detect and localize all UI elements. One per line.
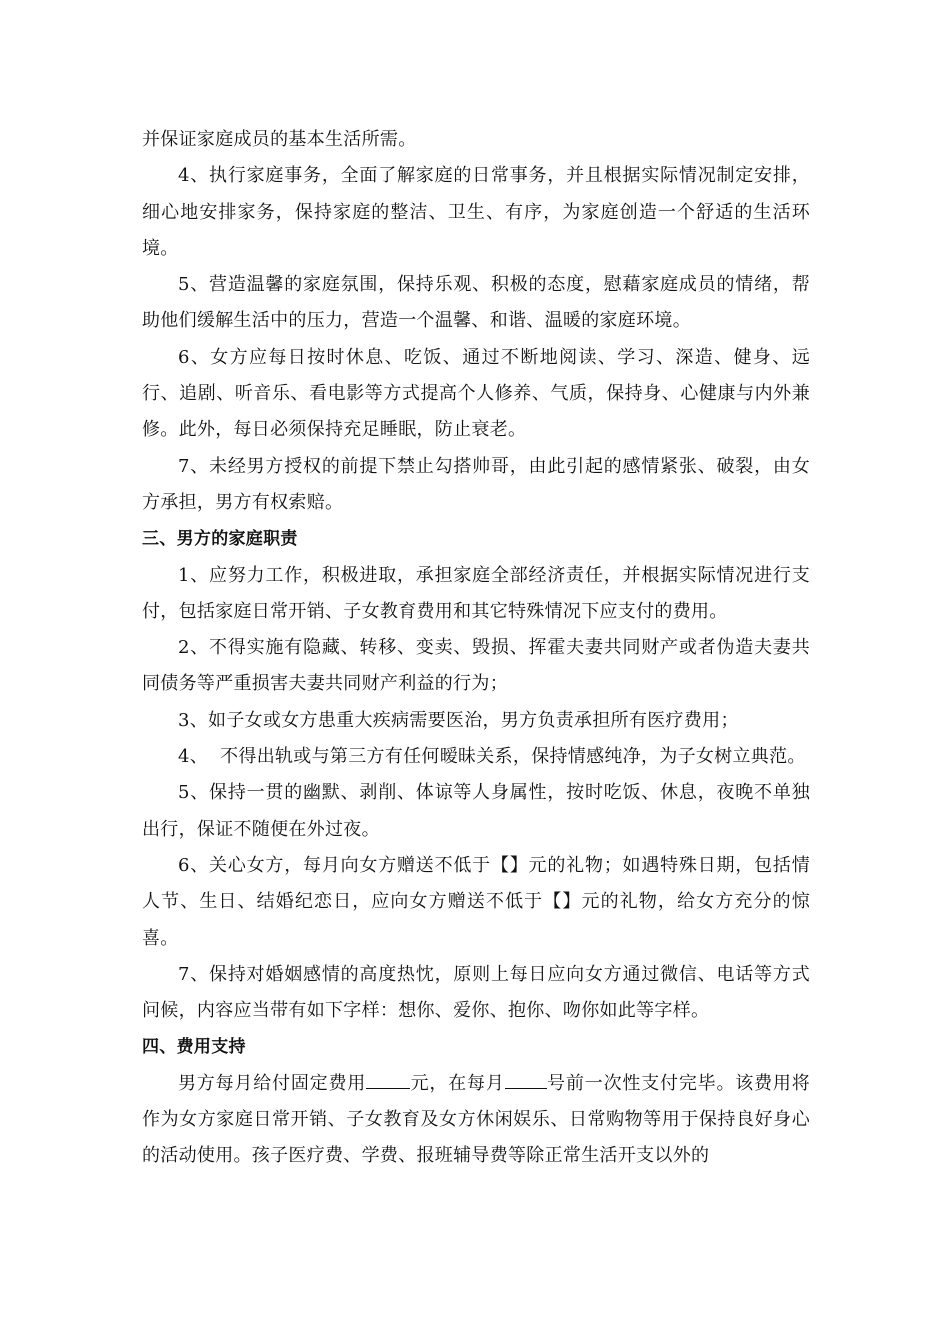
expense-text-part2: 元，在每月: [410, 1072, 505, 1094]
document-body: [142, 122, 810, 1175]
husband-duty-item-4: 4、 不得出轨或与第三方有任何暧昧关系，保持情感纯净，为子女树立典范。: [178, 746, 806, 768]
wife-duty-item-7: 7、未经男方授权的前提下禁止勾搭帅哥，由此引起的感情紧张、破裂，由女方承担，男方有权索赔。: [142, 455, 810, 513]
expense-support-paragraph: [142, 1066, 810, 1175]
payment-day-blank: [505, 1070, 547, 1089]
husband-duty-item-3: 3、如子女或女方患重大疾病需要医治，男方负责承担所有医疗费用；: [178, 709, 739, 731]
wife-duty-item-6: 6、女方应每日按时休息、吃饭、通过不断地阅读、学习、深造、健身、远行、追剧、听音乐、看电影等方式提高个人修养、气质，保持身、心健康与内外兼修。此外，每日必须保持充足睡眠，防止衰老。: [142, 346, 810, 441]
husband-duty-item-5: 5、保持一贯的幽默、剥削、体谅等人身属性，按时吃饭、休息，夜晚不单独出行，保证不随便在外过夜。: [142, 782, 810, 840]
husband-duty-item-6: 6、关心女方，每月向女方赠送不低于【】元的礼物；如遇特殊日期，包括情人节、生日、结婚纪恋日，应向女方赠送不低于【】元的礼物，给女方充分的惊喜。: [142, 854, 810, 949]
expense-text-part1: 男方每月给付固定费用: [178, 1072, 367, 1094]
expense-text-part3: 号前一次性支付完毕。该费用将作为女方家庭日常开销、子女教育及女方休闲娱乐、日常购物等用于保持良好身心的活动使用。孩子医疗费、学费、报班辅导费等除正常生活开支以外的: [142, 1072, 811, 1167]
husband-duty-item-2: 2、不得实施有隐藏、转移、变卖、毁损、挥霍夫妻共同财产或者伪造夫妻共同债务等严重损害夫妻共同财产利益的行为；: [142, 637, 810, 695]
husband-duty-item-1: 1、应努力工作，积极进取，承担家庭全部经济责任，并根据实际情况进行支付，包括家庭日常开销、子女教育费用和其它特殊情况下应支付的费用。: [142, 564, 810, 622]
continuation-paragraph: 并保证家庭成员的基本生活所需。: [142, 129, 417, 150]
section-heading-expense-support: 四、费用支持: [142, 1037, 246, 1058]
section-heading-husband-duties: 三、男方的家庭职责: [142, 529, 298, 550]
monthly-amount-blank: [366, 1070, 410, 1089]
wife-duty-item-5: 5、营造温馨的家庭氛围，保持乐观、积极的态度，慰藉家庭成员的情绪，帮助他们缓解生活中的压力，营造一个温馨、和谐、温暖的家庭环境。: [142, 274, 810, 332]
wife-duty-item-4: 4、执行家庭事务，全面了解家庭的日常事务，并且根据实际情况制定安排，细心地安排家务，保持家庭的整洁、卫生、有序，为家庭创造一个舒适的生活环境。: [142, 165, 810, 259]
husband-duty-item-7: 7、保持对婚姻感情的高度热忱，原则上每日应向女方通过微信、电话等方式问候，内容应当带有如下字样：想你、爱你、抱你、吻你如此等字样。: [142, 963, 810, 1022]
